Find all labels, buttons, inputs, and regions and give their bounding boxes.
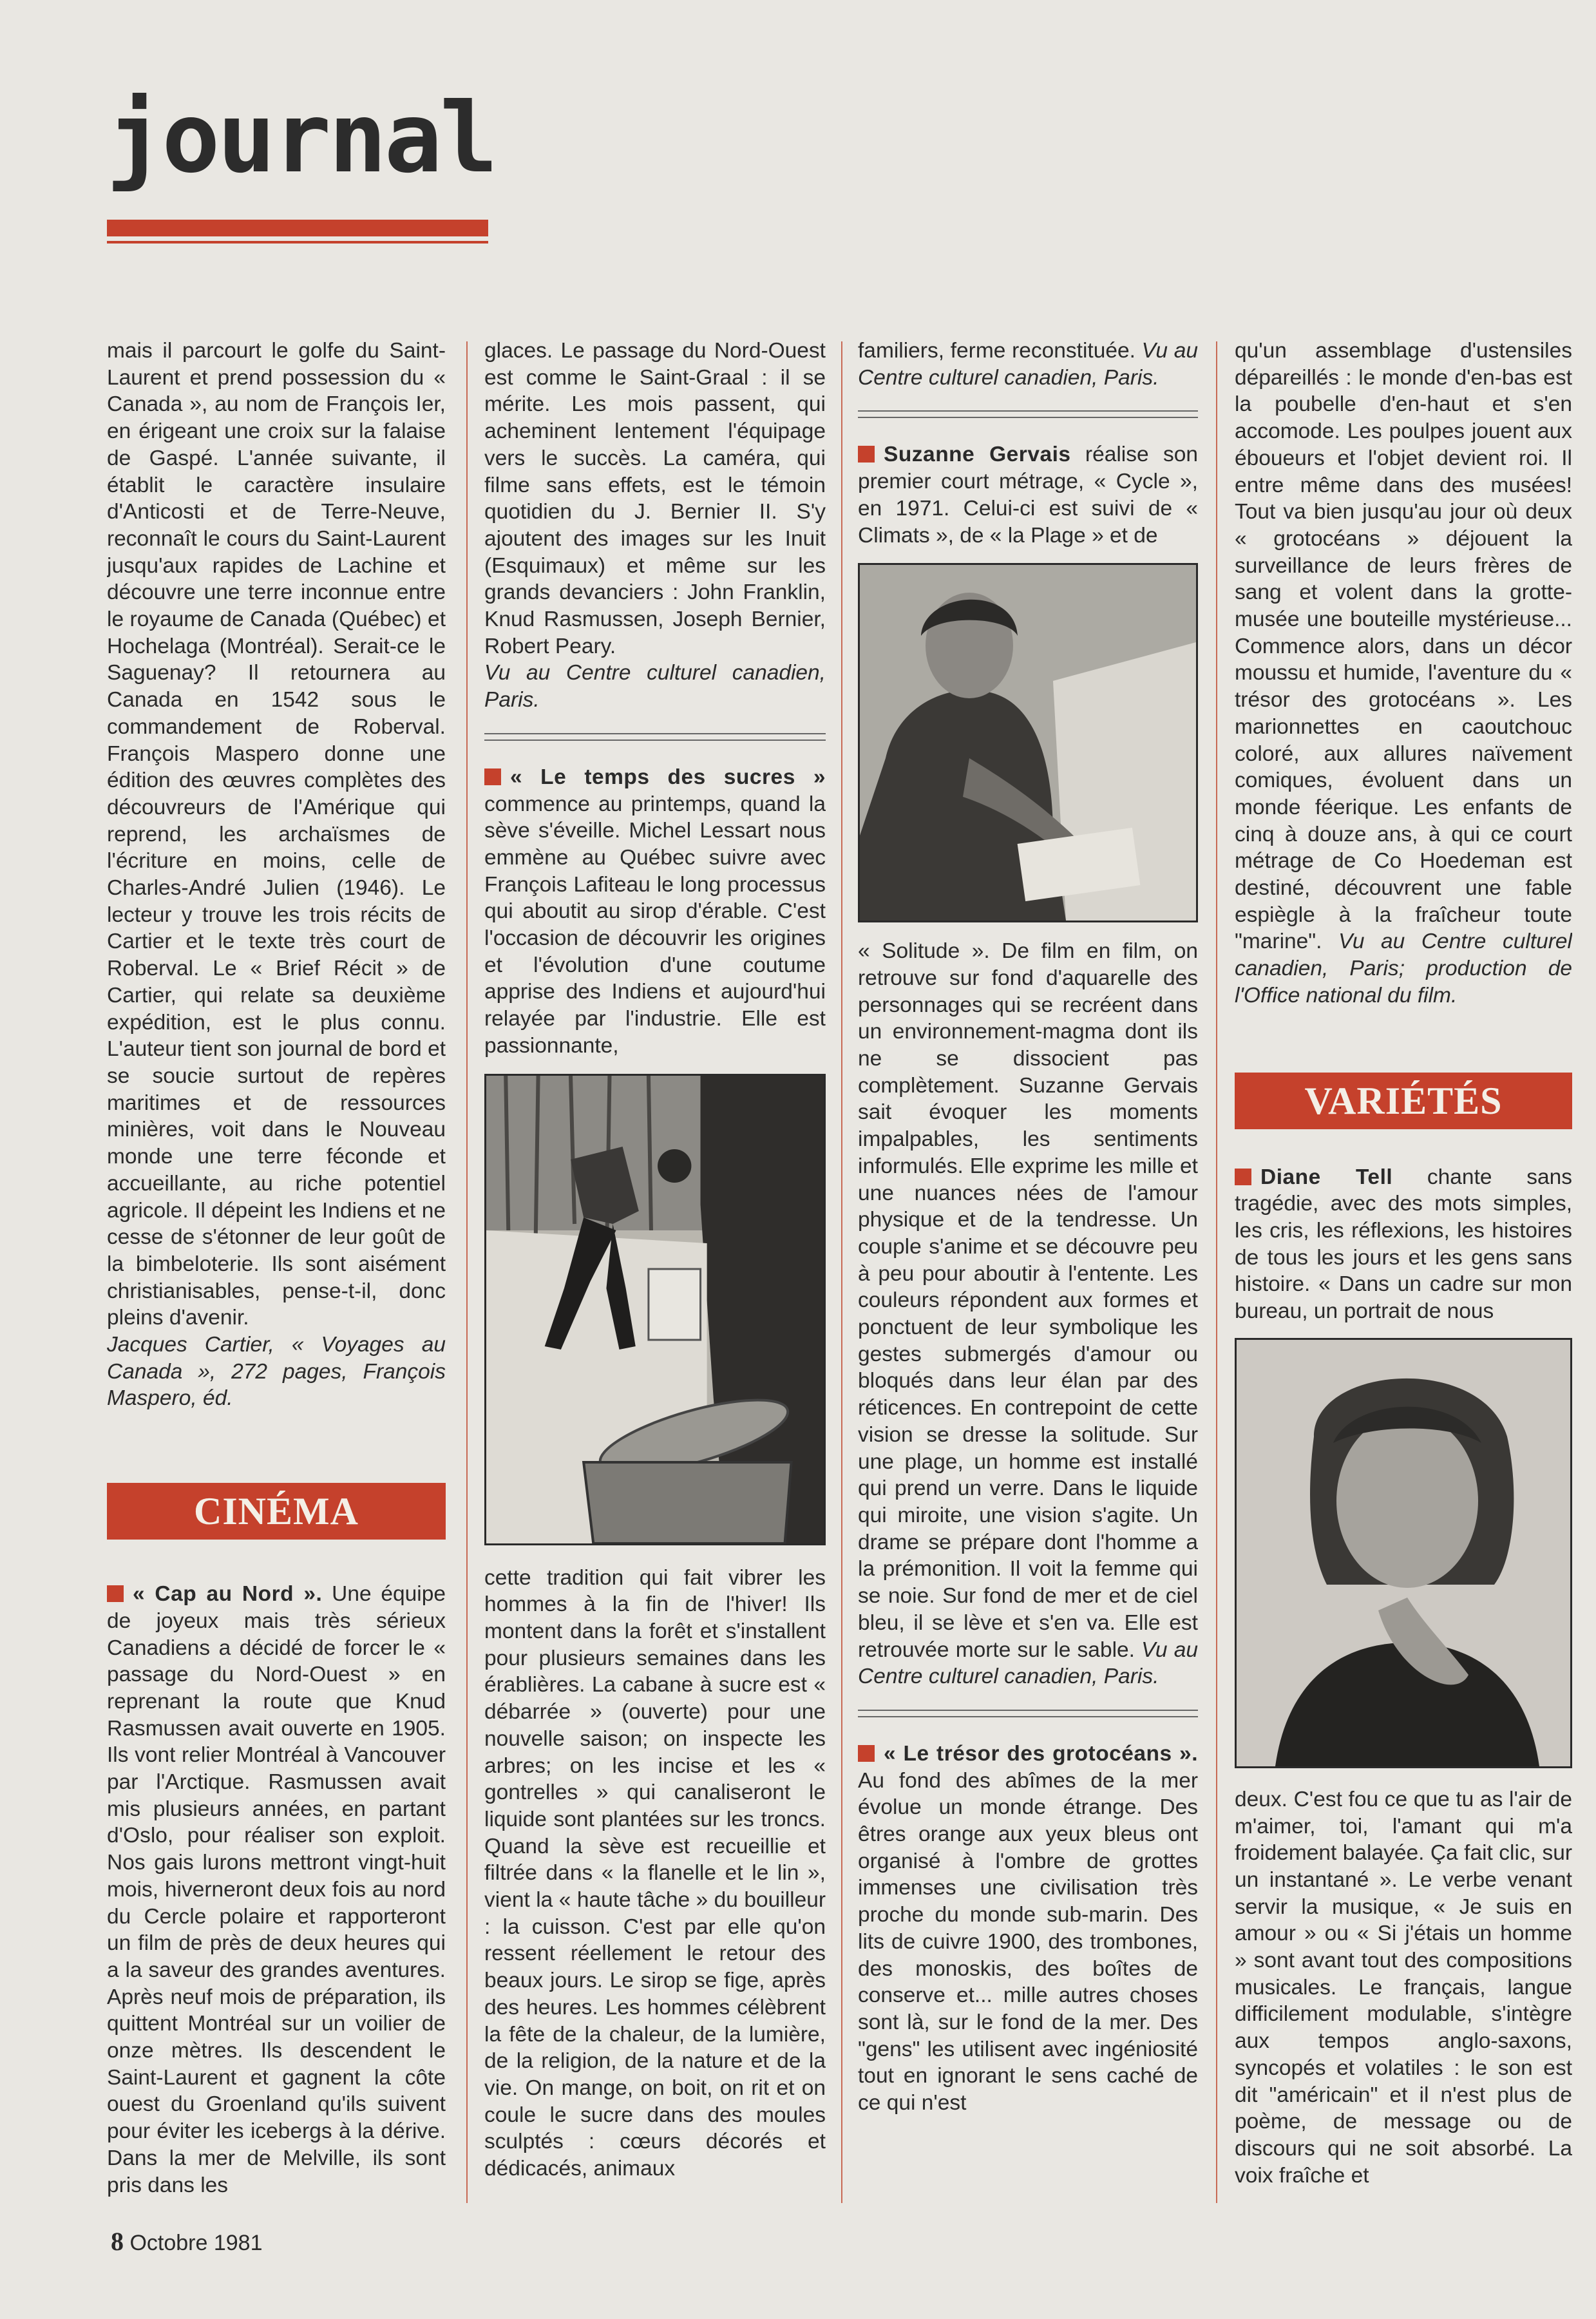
column-3 <box>858 338 1198 2206</box>
section-banner-varietes: VARIÉTÉS <box>1235 1073 1572 1129</box>
column-divider <box>841 341 842 2203</box>
article-text: « Le temps des sucres » commence au printemps, quand la sève s'éveille. Michel Lessart nous emmène au Québec suivre avec François Lafiteau le long processus qui aboutit au sirop d'érable. C'est l'occasion de découvrir les origines et l'évolution d'une coutume apprise des Indiens et aujourd'hui relayée par l'industrie. Elle est passionnante, <box>484 765 826 1058</box>
column-2 <box>484 338 826 2206</box>
article-credit: Jacques Cartier, « Voyages au Canada », 272 pages, François Maspero, éd. <box>107 1333 446 1411</box>
article-text: cette tradition qui fait vibrer les hommes à la fin de l'hiver! Ils montent dans la forêt et s'installent pour plusieurs semaines dans les érablières. La cabane à sucre est « débarrée » (ouverte) pour une nouvelle saison; on inspecte les arbres; on les incise et les « gontrelles » qui canaliseront le liquide sont plantées sur les troncs. Quand la sève est recueillie et filtrée dans « la flanelle et le lin », vient la « haute tâche » du bouilleur : la cuisson. C'est par elle qu'on ressent réellement le retour des beaux jours. Le sirop se fige, après des heures. Les hommes célèbrent la fête de la chaleur, de la lumière, de la religion, de la nature et de la vie. On mange, on boit, on rit et on coule le sucre dans des moules sculptés : cœurs décorés et dédicacés, animaux <box>484 1565 826 2181</box>
article-heading: Diane Tell <box>1260 1165 1393 1189</box>
article-text: deux. C'est fou ce que tu as l'air de m'aimer, toi, l'amant qui m'a froidement balayée. Ça fait clic, sur un instantané ». Le verbe venant servir la musique, « Je suis en amour » ou « Si j'étais un homme » sont avant tout des compositions musicales. Le français, langue difficilement modulable, s'intègre aux tempos anglo-saxons, syncopés et volatiles : le son est dit "américain" et il n'est plus de poème, de message ou de discours qui ne soit absorbé. La voix fraîche et <box>1235 1787 1572 2188</box>
bullet-square-icon <box>858 446 875 463</box>
article-heading: « Cap au Nord ». <box>133 1582 323 1607</box>
photo-diane-tell <box>1235 1338 1572 1768</box>
article-separator <box>484 733 826 741</box>
article-heading: Suzanne Gervais <box>884 443 1071 467</box>
article-credit: Vu au Centre culturel canadien, Paris. <box>858 339 1198 390</box>
page-number: 8 <box>111 2227 124 2256</box>
article-text: « Le trésor des grotocéans ». Au fond des abîmes de la mer évolue un monde étrange. Des êtres orange aux yeux bleus ont organisé à l'ombre de grottes immenses une civilisation très proche du monde sub-marin. Des lits de cuivre 1900, des trombones, des monoskis, des boîtes de conserve et... mille autres choses sont là, sur le fond de la mer. Des "gens" les utilisent avec ingéniosité tout en ignorant le sens caché de ce qui n'est <box>858 1741 1198 2115</box>
column-divider <box>1216 341 1217 2203</box>
column-1 <box>107 338 446 2206</box>
article-heading: « Le temps des sucres » <box>510 765 826 789</box>
article-credit: Vu au Centre culturel canadien, Paris. <box>484 661 826 712</box>
article-separator <box>858 1710 1198 1717</box>
article-text: Suzanne Gervais réalise son premier court métrage, « Cycle », en 1971. Celui-ci est suivi de « Climats », de « la Plage » et de <box>858 443 1198 548</box>
bullet-square-icon <box>858 1745 875 1762</box>
photo-suzanne-gervais <box>858 563 1198 922</box>
article-text: « Cap au Nord ». Une équipe de joyeux mais très sérieux Canadiens a décidé de forcer le « passage du Nord-Ouest » en reprenant la route que Knud Rasmussen avait ouverte en 1905. Ils vont relier Montréal à Vancouver par l'Arctique. Rasmussen avait mis plusieurs années, en partant d'Oslo, pour réaliser son exploit. Nos gais lurons mettront vingt-huit mois, hiverneront deux fois au nord du Cercle polaire et rapporteront un film de près de deux heures qui a la saveur des grandes aventures. Après neuf mois de préparation, ils quittent Montréal sur un voilier de onze mètres. Ils descendent le Saint-Laurent et gagnent la côte ouest du Groenland qu'ils suivent pour éviter les icebergs à la dérive. Dans la mer de Melville, ils sont pris dans les <box>107 1582 446 2197</box>
article-text: mais il parcourt le golfe du Saint-Laurent et prend possession du « Canada », au nom de François Ier, en érigeant une croix sur la falaise de Gaspé. L'année suivante, il établit le caractère insulaire d'Anticosti et de Terre-Neuve, reconnaît le cours du Saint-Laurent jusqu'aux rapides de Lachine et découvre une terre inconnue entre le royaume de Canada (Québec) et Hochelaga (Montréal). Serait-ce le Saguenay? Il retournera au Canada en 1542 sous le commandement de Roberval. François Maspero donne une édition des œuvres complètes des découvreurs de l'Amérique qui reprend, les archaïsmes de l'écriture en moins, celle de Charles-André Julien (1946). Le lecteur y trouve les trois récits de Cartier et le texte très court de Roberval. Le « Brief Récit » de Cartier, qui relate sa deuxième expédition, est le plus connu. L'auteur tient son journal de bord et se soucie surtout de repères maritimes et de ressources minières, voit dans le Nouveau monde une terre féconde et accueillante, au riche potentiel agricole. Il dépeint les Indiens et ne cesse de s'étonner de leur goût de la bimbeloterie. Ils sont aisément christianisables, pense-t-il, donc pleins d'avenir. <box>107 339 446 1330</box>
masthead-title: journal <box>106 82 496 195</box>
column-4 <box>1235 338 1572 2206</box>
article-text: glaces. Le passage du Nord-Ouest est comme le Saint-Graal : il se mérite. Les mois passent, qui acheminent lentement l'équipage vers le succès. La caméra, qui filme sans effets, est le témoin quotidien du J. Bernier II. S'y ajoutent des images sur les Inuit (Esquimaux) et même sur les grands devanciers : John Franklin, Knud Rasmussen, Joseph Bernier, Robert Peary. <box>484 339 826 658</box>
article-text: familiers, ferme reconstituée. Vu au Centre culturel canadien, Paris. <box>858 339 1198 390</box>
column-divider <box>466 341 468 2203</box>
section-banner-cinema: CINÉMA <box>107 1483 446 1540</box>
article-separator <box>858 410 1198 418</box>
issue-date: Octobre 1981 <box>129 2231 263 2255</box>
page-footer <box>111 2226 262 2257</box>
bullet-square-icon <box>484 768 501 785</box>
article-text: Diane Tell chante sans tragédie, avec des mots simples, les cris, les réflexions, les histoires de tous les jours et les gens sans histoire. « Dans un cadre sur mon bureau, un portrait de nous <box>1235 1165 1572 1324</box>
article-text: « Solitude ». De film en film, on retrouve sur fond d'aquarelle des personnages qui se recréent dans un environnement-magma dont ils ne se dissocient pas complètement. Suzanne Gervais sait évoquer les moments impalpables, les sentiments informulés. Elle exprime les mille et une nuances nées de l'amour physique et de la tendresse. Un couple s'anime et se découvre peu à peu pour aboutir à l'entente. Les couleurs répondent aux formes et ponctuent de leur symbolique les gestes submergés d'amour ou bloqués dans leur élan par des réticences. En contrepoint de cette vision se dresse la solitude. Sur une plage, un homme est installé qui prend un verre. Dans le liquide qui miroite, une vision s'agite. Un drame se prépare dont l'homme a la prémonition. Il voit la femme qui se noie. Sur fond de mer et de ciel bleu, il se lève et s'en va. Elle est retrouvée morte sur le sable. Vu au Centre culturel canadien, Paris. <box>858 939 1198 1689</box>
article-credit: Vu au Centre culturel canadien, Paris; production de l'Office national du film. <box>1235 930 1572 1007</box>
article-credit: Vu au Centre culturel canadien, Paris. <box>858 1637 1198 1689</box>
article-text: qu'un assemblage d'ustensiles dépareillés : le monde d'en-bas est la poubelle d'en-haut et s'en accomode. Les poulpes jouent aux éboueurs et l'objet devient roi. Il entre même dans des musées! Tout va bien jusqu'au jour où deux « grotocéans » déjouent la surveillance de leurs frères de sang et volent dans la grotte-musée une bouteille mystérieuse... Commence alors, dans un décor moussu et humide, l'aventure du « trésor des grotocéans ». Les marionnettes en caoutchouc coloré, aux allures naïvement comiques, évoluent dans un monde féerique. Les enfants de cinq à douze ans, à qui ce court métrage de Co Hoedeman est destiné, découvrent une fable espiègle à la fraîcheur toute "marine". Vu au Centre culturel canadien, Paris; production de l'Office national du film. <box>1235 339 1572 1007</box>
article-heading: « Le trésor des grotocéans ». <box>884 1741 1198 1766</box>
bullet-square-icon <box>107 1585 124 1602</box>
bullet-square-icon <box>1235 1169 1251 1185</box>
masthead-red-bar <box>107 220 488 236</box>
photo-maple-sap-collection <box>484 1074 826 1545</box>
masthead-red-line <box>107 241 488 243</box>
